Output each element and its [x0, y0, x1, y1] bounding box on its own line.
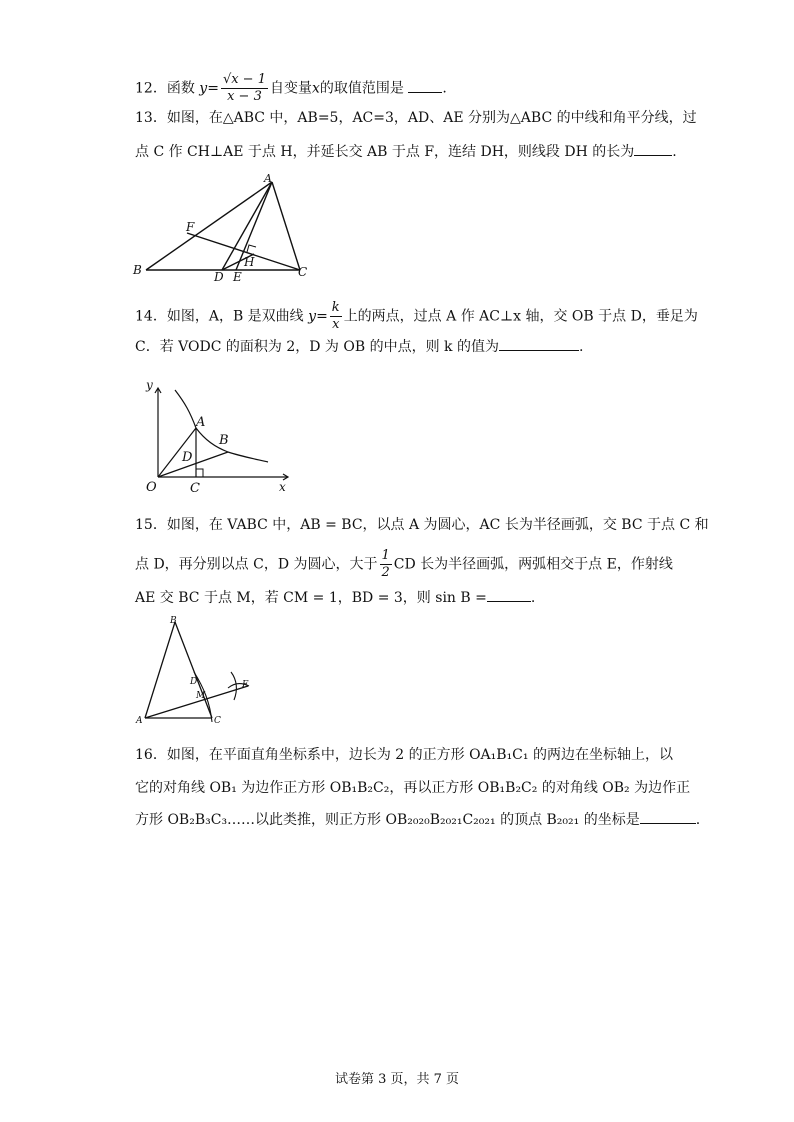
q16-line1: 16．如图，在平面直角坐标系中，边长为 2 的正方形 OA₁B₁C₁ 的两边在坐标轴上，以: [135, 747, 673, 763]
label-O: O: [146, 480, 157, 495]
q15-line1: 15．如图，在 VABC 中，AB = BC，以点 A 为圆心，AC 长为半径画弧，交 BC 于点 C 和: [135, 517, 709, 533]
question-number: 15．: [135, 517, 167, 533]
q12-line: 12．函数 y= $\frac{√x - 1}{x - 3}$ 自变量x的取值范围是 .: [135, 72, 447, 104]
question-number: 14．: [135, 308, 167, 325]
label-M: M: [196, 691, 206, 701]
q13-line2: 点 C 作 CH⊥AE 于点 H，并延长交 AB 于点 F，连结 DH，则线段 DH 的长为 .: [135, 144, 677, 160]
label-B: B: [170, 616, 177, 626]
label-A: A: [264, 172, 272, 185]
axis-label-x: x: [279, 480, 286, 494]
label-D: D: [182, 450, 193, 465]
label-F: F: [186, 220, 195, 234]
q15-line3: AE 交 BC 于点 M，若 CM = 1，BD = 3，则 sin B = .: [135, 590, 536, 606]
q16-line2: 它的对角线 OB₁ 为边作正方形 OB₁B₂C₂，再以正方形 OB₁B₂C₂ 的对角线 OB₂ 为边作正: [135, 780, 691, 796]
label-D: D: [190, 677, 198, 687]
q15-line2: 点 D，再分别以点 C，D 为圆心，大于 $\frac{1}{2}$ CD 长为半径画弧，两弧相交于点 E，作射线: [135, 548, 673, 580]
axis-label-y: y: [146, 378, 153, 392]
question-number: 13．: [135, 110, 167, 126]
fraction: $\frac{k}{x}$: [331, 300, 340, 332]
label-E: E: [233, 270, 242, 284]
label-A: A: [136, 716, 143, 726]
question-number: 12．: [135, 80, 167, 97]
label-B: B: [219, 433, 229, 448]
fraction: $\frac{√x - 1}{x - 3}$: [222, 72, 266, 104]
label-H: H: [244, 255, 255, 269]
q13-line1: 13．如图，在△ABC 中，AB=5，AC=3，AD、AE 分别为△ABC 的中线和角平分线，过: [135, 110, 697, 126]
label-E: E: [242, 680, 249, 690]
page-footer: 试卷第 3 页，共 7 页: [334, 1072, 460, 1087]
label-B: B: [133, 263, 142, 277]
label-C: C: [190, 481, 200, 496]
label-D: D: [214, 270, 224, 284]
q14-line2: C．若 VODC 的面积为 2，D 为 OB 的中点，则 k 的值为 .: [135, 339, 584, 355]
label-C: C: [298, 265, 308, 279]
label-A: A: [196, 415, 206, 430]
question-number: 16．: [135, 747, 167, 763]
q14-line1: 14．如图，A，B 是双曲线 y= $\frac{k}{x}$ 上的两点，过点 A 作 AC⊥x 轴，交 OB 于点 D，垂足为: [135, 300, 698, 332]
q16-line3: 方形 OB₂B₃C₃……以此类推，则正方形 OB₂₀₂₀B₂₀₂₁C₂₀₂₁ 的顶点 B₂₀₂₁ 的坐标是 .: [135, 812, 701, 828]
fraction: $\frac{1}{2}$: [381, 548, 390, 580]
label-C: C: [214, 716, 221, 726]
answer-blank[interactable]: [640, 810, 696, 824]
